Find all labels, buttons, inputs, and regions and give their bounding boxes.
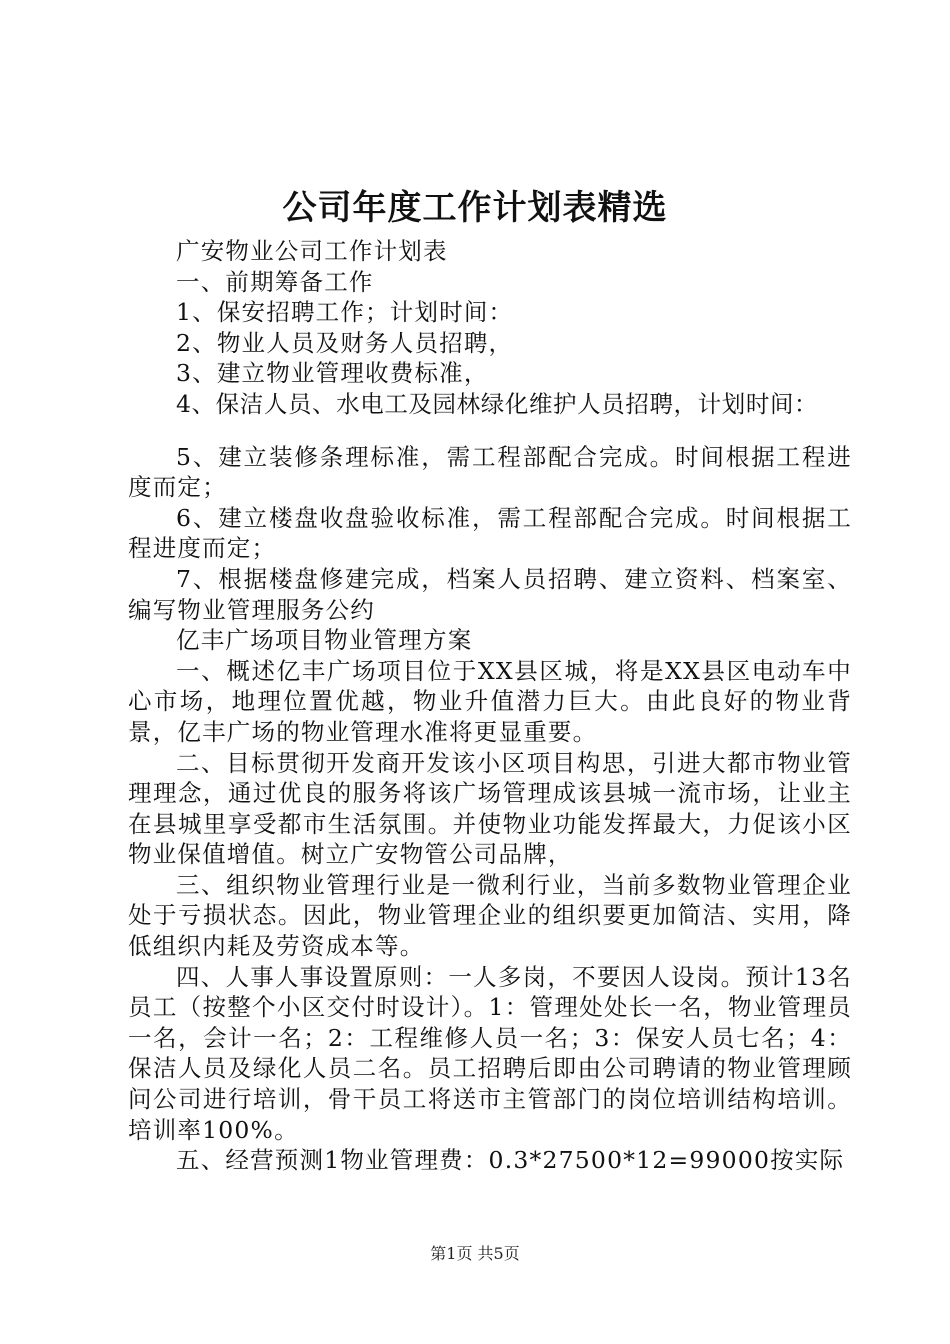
paragraph-item-4: 4、保洁人员、水电工及园林绿化维护人员招聘，计划时间： — [176, 389, 819, 418]
paragraph-item-5: 5、建立装修条理标准，需工程部配合完成。时间根据工程进度而定； — [128, 442, 852, 502]
paragraph-item-2: 2、物业人员及财务人员招聘， — [176, 328, 514, 357]
paragraph-forecast: 五、经营预测1物业管理费：0.3*27500*12=99000按实际 — [176, 1146, 845, 1175]
paragraph-personnel: 四、人事人事设置原则：一人多岗，不要因人设岗。预计13名员工（按整个小区交付时设计）。1：管理处处长一名，物业管理员一名，会计一名；2：工程维修人员一名；3：保安人员七名；4：保洁人员及绿化人员二名。员工招聘后即由公司聘请的物业管理顾问公司进行培训，骨干员工将送市主管部门的岗位培训结构培训。培训率100%。 — [128, 962, 852, 1144]
paragraph-section-preparation: 一、前期筹备工作 — [176, 267, 374, 296]
paragraph-item-3: 3、建立物业管理收费标准， — [176, 359, 489, 388]
paragraph-overview: 一、概述亿丰广场项目位于XX县区城，将是XX县区电动车中心市场，地理位置优越，物业升值潜力巨大。由此良好的物业背景，亿丰广场的物业管理水准将更显重要。 — [128, 656, 852, 746]
blank-line — [128, 420, 852, 442]
paragraph-item-7: 7、根据楼盘修建完成，档案人员招聘、建立资料、档案室、编写物业管理服务公约 — [128, 564, 852, 624]
paragraph-item-1: 1、保安招聘工作；计划时间： — [176, 298, 514, 327]
paragraph-goals: 二、目标贯彻开发商开发该小区项目构思，引进大都市物业管理理念，通过优良的服务将该广场管理成该县城一流市场，让业主在县城里享受都市生活氛围。并使物业功能发挥最大，力促该小区物业保值增值。树立广安物管公司品牌， — [128, 748, 852, 869]
document-body — [128, 236, 852, 1176]
paragraph-organization: 三、组织物业管理行业是一微利行业，当前多数物业管理企业处于亏损状态。因此，物业管理企业的组织要更加简洁、实用，降低组织内耗及劳资成本等。 — [128, 870, 852, 961]
paragraph-item-6: 6、建立楼盘收盘验收标准，需工程部配合完成。时间根据工程进度而定； — [128, 503, 852, 563]
paragraph-company-plan-heading: 广安物业公司工作计划表 — [176, 237, 448, 265]
paragraph-plan-title: 亿丰广场项目物业管理方案 — [176, 626, 473, 655]
page-footer: 第1页 共5页 — [430, 1244, 520, 1263]
document-title: 公司年度工作计划表精选 — [282, 188, 668, 228]
